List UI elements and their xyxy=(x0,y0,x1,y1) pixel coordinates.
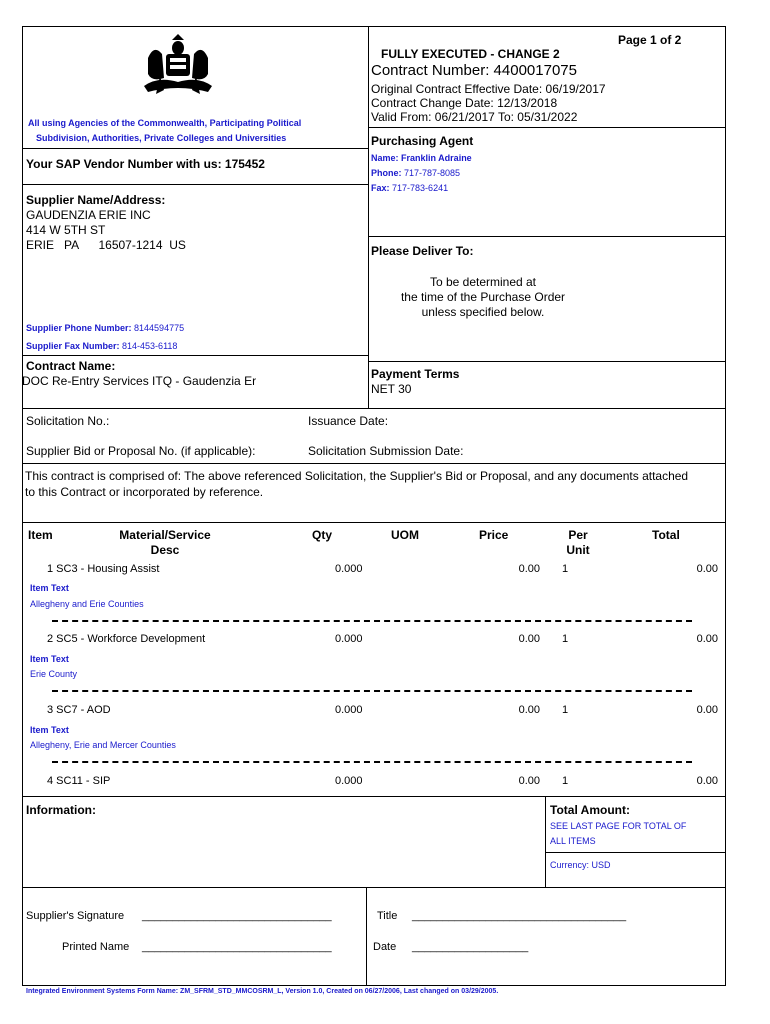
item-per: 1 xyxy=(562,633,569,645)
divider xyxy=(22,796,726,797)
agent-phone-value: 717-787-8085 xyxy=(404,168,461,178)
divider xyxy=(368,26,369,408)
item-price: 0.00 xyxy=(518,704,540,716)
supplier-signature-label: Supplier's Signature xyxy=(26,910,125,922)
total-amount-title: Total Amount: xyxy=(550,803,630,817)
row-separator xyxy=(52,690,692,692)
total-amount-note: SEE LAST PAGE FOR TOTAL OF xyxy=(550,821,687,831)
divider xyxy=(22,887,726,888)
divider xyxy=(368,361,726,362)
item-text: Allegheny, Erie and Mercer Counties xyxy=(30,740,176,750)
item-qty: 0.000 xyxy=(335,775,363,787)
printed-name-label: Printed Name xyxy=(62,941,130,953)
commonwealth-seal-icon xyxy=(138,34,218,98)
issuance-date: Issuance Date: xyxy=(308,414,389,428)
supplier-fax-value: 814-453-6118 xyxy=(122,341,178,351)
item-price: 0.00 xyxy=(518,563,540,575)
vendor-number: Your SAP Vendor Number with us: 175452 xyxy=(26,157,265,171)
date-line[interactable]: ___________________ xyxy=(412,941,529,953)
item-per: 1 xyxy=(562,563,569,575)
item-line: 2 SC5 - Workforce Development xyxy=(47,633,206,645)
supplier-address-line: ERIE PA 16507-1214 US xyxy=(26,238,186,252)
payment-terms-title: Payment Terms xyxy=(371,367,460,381)
supplier-signature-line[interactable]: _______________________________ xyxy=(142,910,332,922)
item-text-label: Item Text xyxy=(30,654,69,664)
agent-phone-label: Phone: xyxy=(371,168,402,178)
item-total: 0.00 xyxy=(696,563,718,575)
item-per: 1 xyxy=(562,704,569,716)
supplier-title: Supplier Name/Address: xyxy=(26,193,166,207)
divider xyxy=(545,796,546,887)
header-per-line: Per xyxy=(568,528,588,542)
divider xyxy=(368,127,726,128)
supplier-phone-label: Supplier Phone Number: xyxy=(26,323,132,333)
divider xyxy=(22,522,726,523)
agent-name: Name: Franklin Adraine xyxy=(371,153,472,163)
item-qty: 0.000 xyxy=(335,563,363,575)
divider xyxy=(22,408,726,409)
valid-dates: Valid From: 06/21/2017 To: 05/31/2022 xyxy=(371,110,578,124)
information-title: Information: xyxy=(26,803,96,817)
header-desc-line: Desc xyxy=(150,543,180,557)
title-label: Title xyxy=(377,910,398,922)
supplier-fax xyxy=(26,341,177,351)
contract-change-date: Contract Change Date: 12/13/2018 xyxy=(371,96,558,110)
title-line[interactable]: ___________________________________ xyxy=(412,910,627,922)
contract-comprised-text: to this Contract or incorporated by reference. xyxy=(25,485,264,499)
header-total: Total xyxy=(652,528,680,542)
item-text-label: Item Text xyxy=(30,725,69,735)
item-qty: 0.000 xyxy=(335,633,363,645)
divider xyxy=(22,463,726,464)
contract-number: Contract Number: 4400017075 xyxy=(371,62,577,79)
divider xyxy=(22,355,368,356)
item-total: 0.00 xyxy=(696,775,718,787)
item-line: 1 SC3 - Housing Assist xyxy=(47,563,160,575)
agent-fax-label: Fax: xyxy=(371,183,390,193)
deliver-title: Please Deliver To: xyxy=(371,244,474,258)
page-number: Page 1 of 2 xyxy=(618,33,682,47)
agent-phone xyxy=(371,168,460,178)
header-qty: Qty xyxy=(312,528,333,542)
deliver-line: the time of the Purchase Order xyxy=(400,290,566,304)
supplier-bid-no: Supplier Bid or Proposal No. (if applicable): xyxy=(26,444,256,458)
agent-fax xyxy=(371,183,448,193)
header-per-unit xyxy=(556,528,600,557)
form-footer: Integrated Environment Systems Form Name: ZM_SFRM_STD_MMCOSRM_L, Version 1.0, Created on 06/27/2006, Last changed on 03/29/2005. xyxy=(26,988,499,995)
row-separator xyxy=(52,620,692,622)
divider xyxy=(366,887,367,986)
divider xyxy=(368,236,726,237)
header-desc-line: Material/Service xyxy=(119,528,211,542)
supplier-phone-value: 8144594775 xyxy=(134,323,185,333)
agent-fax-value: 717-783-6241 xyxy=(392,183,449,193)
item-line: 3 SC7 - AOD xyxy=(47,704,111,716)
agencies-line: Subdivision, Authorities, Private Colleges and Universities xyxy=(36,133,287,143)
divider xyxy=(22,184,368,185)
header-item: Item xyxy=(28,528,53,542)
item-text: Allegheny and Erie Counties xyxy=(30,599,144,609)
contract-name-title: Contract Name: xyxy=(26,359,116,373)
item-line: 4 SC11 - SIP xyxy=(47,775,111,787)
row-separator xyxy=(52,761,692,763)
contract-comprised-text: This contract is comprised of: The above referenced Solicitation, the Supplier's Bid or Proposal, and any documents attached xyxy=(25,469,689,483)
item-total: 0.00 xyxy=(696,633,718,645)
item-price: 0.00 xyxy=(518,775,540,787)
payment-terms-value: NET 30 xyxy=(371,382,412,396)
item-per: 1 xyxy=(562,775,569,787)
item-total: 0.00 xyxy=(696,704,718,716)
header-uom: UOM xyxy=(391,528,419,542)
supplier-address-line: GAUDENZIA ERIE INC xyxy=(26,208,151,222)
printed-name-line[interactable]: _______________________________ xyxy=(142,941,332,953)
solicitation-no: Solicitation No.: xyxy=(26,414,110,428)
supplier-phone xyxy=(26,323,184,333)
currency: Currency: USD xyxy=(550,860,611,870)
supplier-address-line: 414 W 5TH ST xyxy=(26,223,106,237)
item-price: 0.00 xyxy=(518,633,540,645)
deliver-line: To be determined at xyxy=(429,275,537,289)
supplier-fax-label: Supplier Fax Number: xyxy=(26,341,120,351)
contract-name-value: DOC Re-Entry Services ITQ - Gaudenzia Er xyxy=(22,374,257,388)
item-qty: 0.000 xyxy=(335,704,363,716)
item-text-label: Item Text xyxy=(30,583,69,593)
agencies-line: All using Agencies of the Commonwealth, Participating Political xyxy=(28,118,302,128)
date-label: Date xyxy=(373,941,397,953)
deliver-line: unless specified below. xyxy=(421,305,545,319)
header-desc xyxy=(100,528,230,557)
divider xyxy=(545,852,726,853)
header-price: Price xyxy=(479,528,509,542)
header-per-line: Unit xyxy=(566,543,590,557)
purchasing-agent-title: Purchasing Agent xyxy=(371,134,474,148)
total-amount-note: ALL ITEMS xyxy=(550,836,596,846)
original-effective-date: Original Contract Effective Date: 06/19/2017 xyxy=(371,82,606,96)
submission-date: Solicitation Submission Date: xyxy=(308,444,464,458)
item-text: Erie County xyxy=(30,669,78,679)
contract-status: FULLY EXECUTED - CHANGE 2 xyxy=(381,47,560,61)
divider xyxy=(22,148,368,149)
